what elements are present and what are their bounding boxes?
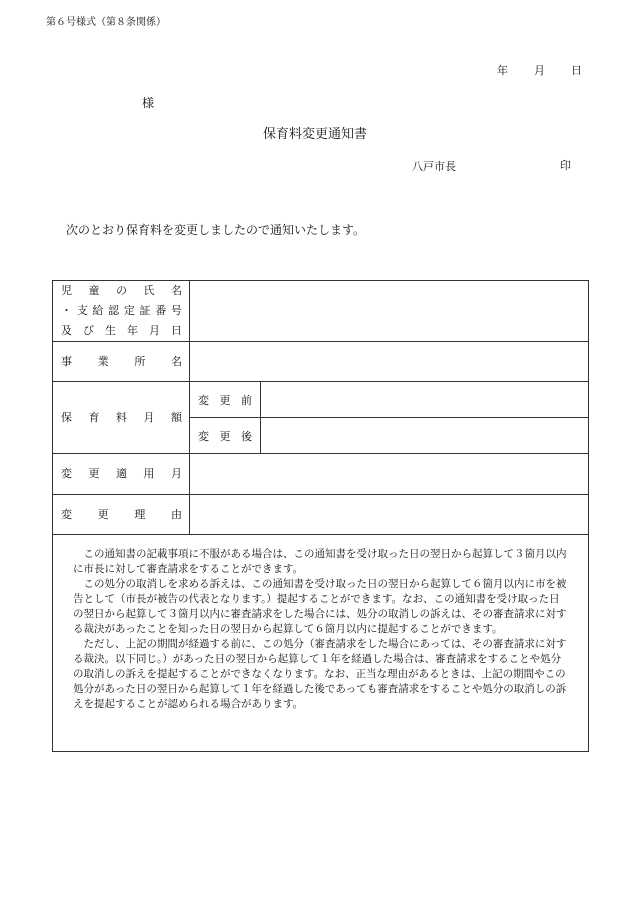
label-char: 認	[108, 304, 120, 317]
label-char: 童	[88, 284, 100, 297]
before-label	[190, 392, 260, 408]
label-char: 月	[171, 467, 182, 480]
apply-month-label	[53, 464, 189, 484]
addressee-suffix: 様	[142, 96, 155, 110]
facility-label-cell	[53, 342, 190, 382]
after-label-cell	[190, 418, 261, 454]
label-char: 由	[170, 507, 182, 521]
child-label-line-2	[53, 301, 189, 321]
fee-change-table	[52, 280, 589, 752]
label-char: び	[83, 324, 94, 337]
label-char: 更	[219, 393, 231, 407]
form-number: 第６号様式（第８条関係）	[46, 17, 166, 28]
label-char: 更	[219, 429, 231, 443]
document-title: 保育料変更通知書	[262, 127, 367, 142]
issuer: 八戸市長	[412, 160, 456, 173]
label-char: 事	[61, 354, 72, 368]
facility-value[interactable]	[190, 342, 589, 382]
label-char: 適	[116, 467, 127, 480]
child-label-line-3	[53, 321, 189, 341]
label-char: 月	[149, 324, 160, 337]
label-char: 額	[171, 410, 182, 424]
seal-mark: 印	[560, 159, 571, 172]
fee-after-value[interactable]	[261, 418, 589, 454]
label-char: 前	[241, 393, 252, 407]
notice-paragraph-2: この処分の取消しを求める訴えは、この通知書を受け取った日の翌日から起算して６箇月以内に市を被告として（市長が被告の代表となります。）提起することができます。なお、この通知書を受け取った日の翌日から起算して３箇月以内に審査請求をした場合には、処分の取消しの訴えは、その審査請求に対する裁決があったことを知った日の翌日から起算して６箇月以内に提起することができます。	[73, 578, 567, 635]
label-char: 生	[105, 324, 116, 337]
label-char: 更	[88, 467, 100, 480]
notice-paragraph-3: ただし、上記の期間が経過する前に、この処分（審査請求をした場合にあっては、その審査請求に対する裁決。以下同じ。）があった日の翌日から起算して１年を経過した場合は、審査請求をすることや処分の取消しの訴えを提起することができなくなります。なお、正当な理由があるときは、上記の期間やこの処分があった日の翌日から起算して１年を経過した後であっても審査請求をすることや処分の取消しの訴えを提起することが認められる場合があります。	[73, 638, 567, 710]
label-char: 年	[127, 324, 138, 337]
label-char: 育	[88, 410, 100, 424]
date-day: 日	[571, 64, 582, 77]
label-char: 更	[97, 507, 109, 521]
child-info-value[interactable]	[190, 281, 589, 342]
label-char: ・	[61, 304, 72, 317]
after-label	[190, 428, 260, 444]
label-char: 氏	[143, 284, 155, 297]
label-char: 変	[61, 507, 72, 521]
fee-before-value[interactable]	[261, 382, 589, 418]
apply-month-label-cell	[53, 454, 190, 495]
label-char: 番	[155, 304, 167, 317]
label-char: 証	[139, 304, 151, 317]
before-label-cell	[190, 382, 261, 418]
label-char: 支	[76, 304, 88, 317]
date-year: 年	[497, 64, 508, 77]
label-char: 及	[61, 324, 72, 337]
label-char: 後	[241, 429, 252, 443]
label-char: 変	[61, 467, 72, 480]
label-char: 児	[61, 284, 72, 297]
label-char: 理	[134, 507, 146, 521]
label-char: 日	[171, 324, 182, 337]
label-char: 変	[198, 429, 209, 443]
reason-value[interactable]	[190, 495, 589, 535]
label-char: 名	[171, 284, 182, 297]
label-char: 月	[143, 410, 155, 424]
label-char: 給	[92, 304, 104, 317]
fee-label-cell	[53, 382, 190, 454]
notice-paragraph-1: この通知書の記載事項に不服がある場合は、この通知書を受け取った日の翌日から起算して３箇月以内に市長に対して審査請求をすることができます。	[73, 548, 567, 575]
label-char: 所	[134, 354, 146, 368]
label-char: 業	[97, 354, 109, 368]
apply-month-value[interactable]	[190, 454, 589, 495]
child-label-line-1	[53, 281, 189, 301]
label-char: 号	[170, 304, 182, 317]
label-char: 用	[143, 467, 155, 480]
label-char: 変	[198, 393, 209, 407]
label-char: の	[116, 284, 127, 297]
child-info-label	[53, 281, 190, 342]
label-char: 料	[116, 410, 127, 424]
appeal-notice	[53, 535, 589, 752]
intro-text: 次のとおり保育料を変更しましたので通知いたします。	[66, 223, 366, 237]
facility-label	[53, 352, 189, 372]
fee-label	[53, 408, 189, 428]
reason-label-cell	[53, 495, 190, 535]
date-month: 月	[534, 64, 545, 77]
date-line	[497, 62, 582, 78]
label-char: 保	[61, 410, 72, 424]
label-char: 定	[123, 304, 135, 317]
reason-label	[53, 505, 189, 525]
label-char: 名	[170, 354, 182, 368]
